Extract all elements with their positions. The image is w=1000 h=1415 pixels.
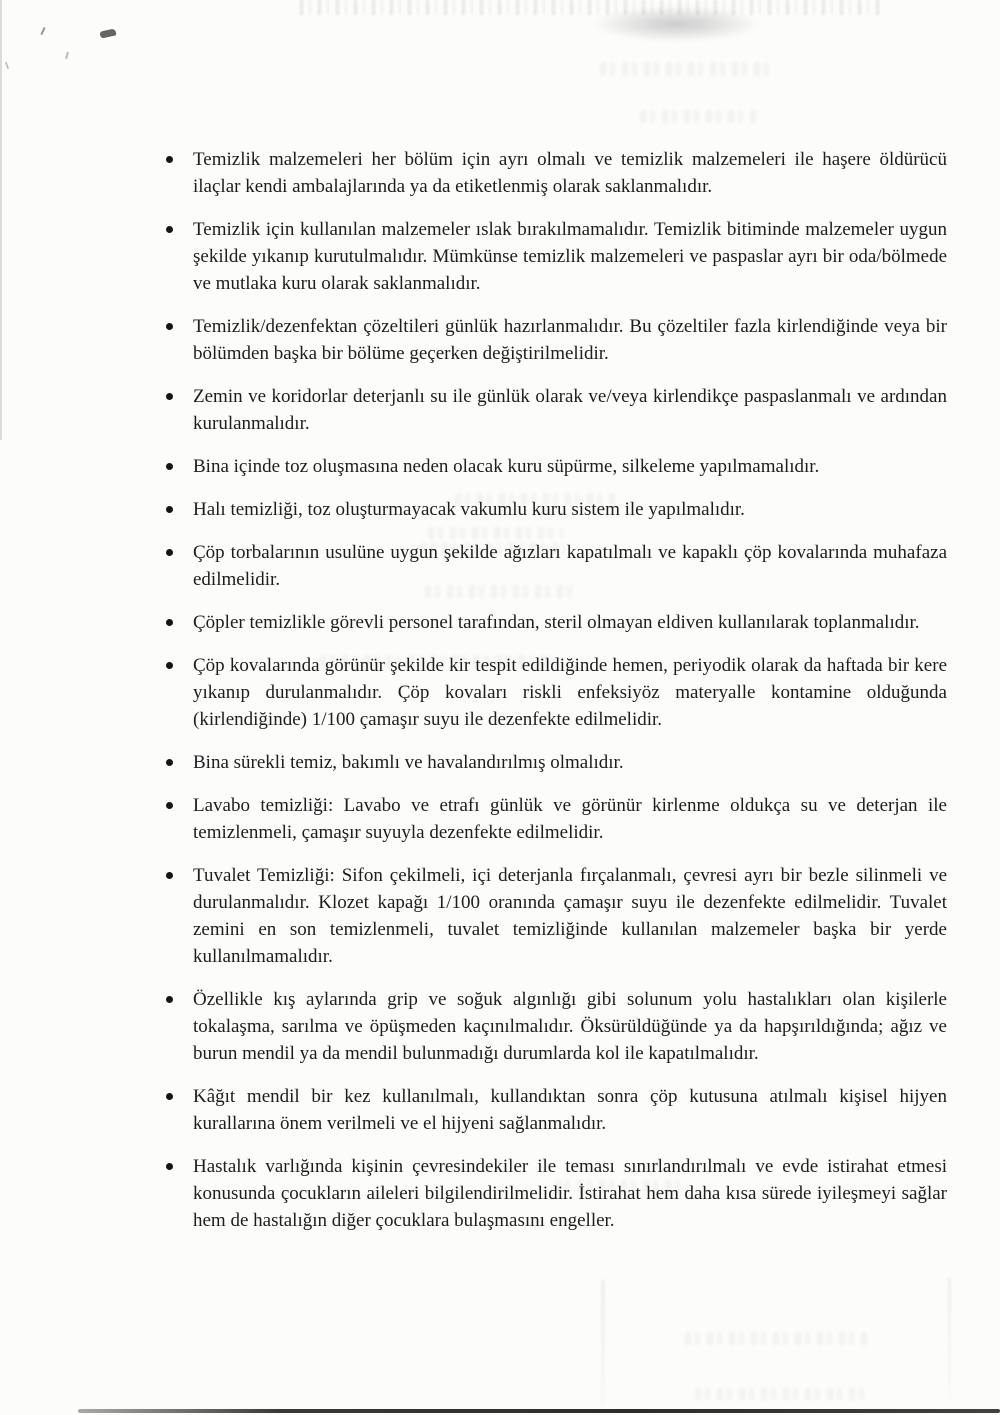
bullet-text: Çöp kovalarında görünür şekilde kir tespit edildiğinde hemen, periyodik olarak da haftada bir kere yıkanıp durulanmalıdır. Çöp kovaları riskli enfeksiyöz materyalle kontamine olduğunda (kirlendiğinde) 1/100 çamaşır suyu ile dezenfekte edilmelidir. <box>193 655 947 730</box>
bullet-icon <box>166 549 173 556</box>
bullet-icon <box>166 1093 173 1100</box>
list-item <box>193 792 947 846</box>
list-item <box>193 1153 947 1234</box>
list-item <box>193 609 947 636</box>
bullet-icon <box>166 463 173 470</box>
list-item <box>193 146 947 200</box>
bullet-text: Kâğıt mendil bir kez kullanılmalı, kullandıktan sonra çöp kutusuna atılmalı kişisel hijyen kurallarına önem verilmeli ve el hijyeni sağlanmalıdır. <box>193 1086 947 1134</box>
bullet-icon <box>166 156 173 163</box>
list-item <box>193 652 947 733</box>
list-item <box>193 313 947 367</box>
bullet-icon <box>166 802 173 809</box>
list-item <box>193 496 947 523</box>
bleed-through-smudge <box>685 1332 870 1345</box>
bullet-text: Zemin ve koridorlar deterjanlı su ile günlük olarak ve/veya kirlendikçe paspaslanmalı ve ardından kurulanmalıdır. <box>193 386 947 434</box>
list-item <box>193 453 947 480</box>
scan-streak <box>948 1278 951 1398</box>
bullet-text: Bina içinde toz oluşmasına neden olacak kuru süpürme, silkeleme yapılmamalıdır. <box>193 456 820 477</box>
bullet-text: Çöp torbalarının usulüne uygun şekilde ağızları kapatılmalı ve kapaklı çöp kovalarında muhafaza edilmelidir. <box>193 542 947 590</box>
list-item <box>193 862 947 970</box>
list-item <box>193 1083 947 1137</box>
list-item <box>193 216 947 297</box>
bullet-text: Bina sürekli temiz, bakımlı ve havalandırılmış olmalıdır. <box>193 752 624 773</box>
bullet-icon <box>166 996 173 1003</box>
bullet-text: Özellikle kış aylarında grip ve soğuk algınlığı gibi solunum yolu hastalıkları olan kişilerle tokalaşma, sarılma ve öpüşmeden kaçınılmalıdır. Öksürüldüğünde ya da hapşırıldığında; ağız ve burun mendil ya da mendil bulunmadığı durumlarda kol ile kapatılmalıdır. <box>193 989 947 1064</box>
bullet-text: Temizlik malzemeleri her bölüm için ayrı olmalı ve temizlik malzemeleri ile haşere öldürücü ilaçlar kendi ambalajlarında ya da etiketlenmiş olarak saklanmalıdır. <box>193 149 947 197</box>
bullet-text: Temizlik/dezenfektan çözeltileri günlük hazırlanmalıdır. Bu çözeltiler fazla kirlendiğinde veya bir bölümden başka bir bölüme geçerken değiştirilmelidir. <box>193 316 947 364</box>
bullet-icon <box>166 226 173 233</box>
bullet-text: Halı temizliği, toz oluşturmayacak vakumlu kuru sistem ile yapılmalıdır. <box>193 499 745 520</box>
scan-streak <box>601 1280 605 1405</box>
bullet-text: Temizlik için kullanılan malzemeler ıslak bırakılmamalıdır. Temizlik bitiminde malzemeler uygun şekilde yıkanıp kurutulmalıdır. Mümkünse temizlik malzemeleri ve paspaslar ayrı bir oda/bölmede ve mutlaka kuru olarak saklanmalıdır. <box>193 219 947 294</box>
bullet-icon <box>166 759 173 766</box>
list-item <box>193 749 947 776</box>
bullet-text: Hastalık varlığında kişinin çevresindekiler ile teması sınırlandırılmalı ve evde istirahat etmesi konusunda çocukların aileleri bilgilendirilmelidir. İstirahat hem daha kısa sürede iyileşmeyi sağlar hem de hastalığın diğer çocuklara bulaşmasını engeller. <box>193 1156 947 1231</box>
bullet-icon <box>166 393 173 400</box>
bullet-text: Lavabo temizliği: Lavabo ve etrafı günlük ve görünür kirlenme oldukça su ve deterjan ile temizlenmeli, çamaşır suyuyla dezenfekte edilmelidir. <box>193 795 947 843</box>
bullet-text: Çöpler temizlikle görevli personel tarafından, steril olmayan eldiven kullanılarak toplanmalıdır. <box>193 612 920 633</box>
page-edge-line <box>78 1409 1000 1413</box>
bullet-icon <box>166 506 173 513</box>
bullet-icon <box>166 619 173 626</box>
bullet-text: Tuvalet Temizliği: Sifon çekilmeli, içi deterjanla fırçalanmalı, çevresi ayrı bir bezle silinmeli ve durulanmalıdır. Klozet kapağı 1/100 oranında çamaşır suyu ile dezenfekte edilmelidir. Tuvalet zemini en son temizlenmeli, tuvalet temizliğinde kullanılan malzemeler başka bir yerde kullanılmamalıdır. <box>193 865 947 967</box>
bullet-icon <box>166 662 173 669</box>
list-item <box>193 383 947 437</box>
bleed-through-smudge <box>695 1388 865 1400</box>
bullet-icon <box>166 872 173 879</box>
bullet-icon <box>166 1163 173 1170</box>
bullet-icon <box>166 323 173 330</box>
list-item <box>193 986 947 1067</box>
list-item <box>193 539 947 593</box>
